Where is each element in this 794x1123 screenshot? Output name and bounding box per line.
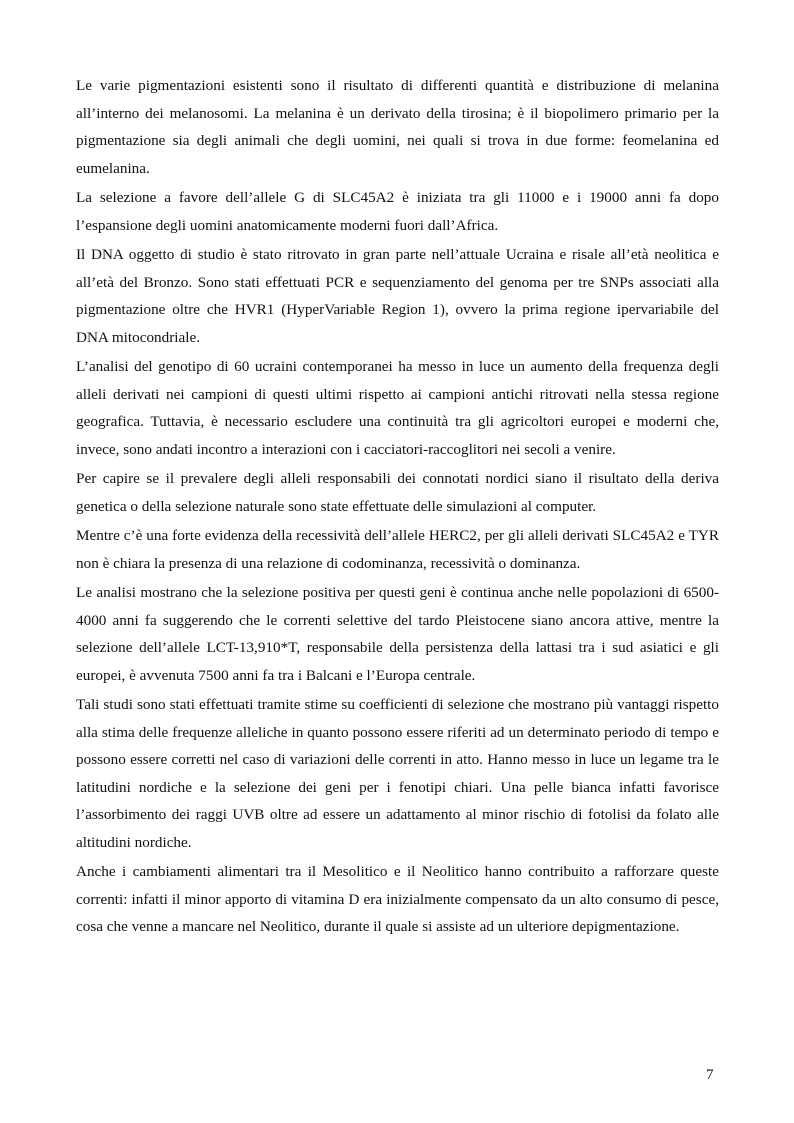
paragraph-dna-study: Il DNA oggetto di studio è stato ritrovato in gran parte nell’attuale Ucraina e risale all’età neolitica e all’età del Bronzo. Sono stati effettuati PCR e sequenziamento del genoma per tre SNPs associati alla pigmentazione oltre che HVR1 (HyperVariable Region 1), ovvero la prima regione ipervariabile del DNA mitocondriale. xyxy=(76,246,719,346)
document-page xyxy=(76,72,719,943)
paragraph-selection-coefficients: Tali studi sono stati effettuati tramite stime su coefficienti di selezione che mostrano più vantaggi rispetto alla stima delle frequenze alleliche in quanto possono essere riferiti ad un determinato periodo di tempo e possono essere corretti nel caso di variazioni delle correnti in atto. Hanno messo in luce un legame tra le latitudini nordiche e la selezione dei geni per i fenotipi chiari. Una pelle bianca infatti favorisce l’assorbimento dei raggi UVB oltre ad essere un adattamento al minor rischio di fotolisi da folato alle altitudini nordiche. xyxy=(76,696,719,851)
paragraph-herc2-recessivity: Mentre c’è una forte evidenza della recessività dell’allele HERC2, per gli alleli derivati SLC45A2 e TYR non è chiara la presenza di una relazione di codominanza, recessività o dominanza. xyxy=(76,527,719,572)
paragraph-slc45a2-selection: La selezione a favore dell’allele G di SLC45A2 è iniziata tra gli 11000 e i 19000 anni fa dopo l’espansione degli uomini anatomicamente moderni fuori dall’Africa. xyxy=(76,189,719,234)
paragraph-pigmentation: Le varie pigmentazioni esistenti sono il risultato di differenti quantità e distribuzione di melanina all’interno dei melanosomi. La melanina è un derivato della tirosina; è il biopolimero primario per la pigmentazione sia degli animali che degli uomini, nei quali si trova in due forme: feomelanina ed eumelanina. xyxy=(76,77,719,177)
paragraph-positive-selection: Le analisi mostrano che la selezione positiva per questi geni è continua anche nelle popolazioni di 6500-4000 anni fa suggerendo che le correnti selettive del tardo Pleistocene siano ancora attive, mentre la selezione dell’allele LCT-13,910*T, responsabile della persistenza della lattasi tra i sud asiatici e gli europei, è avvenuta 7500 anni fa tra i Balcani e l’Europa centrale. xyxy=(76,584,719,684)
page-number: 7 xyxy=(706,1067,714,1083)
paragraph-simulations: Per capire se il prevalere degli alleli responsabili dei connotati nordici siano il risultato della deriva genetica o della selezione naturale sono state effettuate delle simulazioni al computer. xyxy=(76,470,719,515)
paragraph-dietary-changes: Anche i cambiamenti alimentari tra il Mesolitico e il Neolitico hanno contribuito a rafforzare queste correnti: infatti il minor apporto di vitamina D era inizialmente compensato da un alto consumo di pesce, cosa che venne a mancare nel Neolitico, durante il quale si assiste ad un ulteriore depigmentazione. xyxy=(76,863,719,935)
paragraph-genotype-analysis: L’analisi del genotipo di 60 ucraini contemporanei ha messo in luce un aumento della frequenza degli alleli derivati nei campioni di questi ultimi rispetto ai campioni antichi ritrovati nella stessa regione geografica. Tuttavia, è necessario escludere una continuità tra gli agricoltori europei e moderni che, invece, sono andati incontro a interazioni con i cacciatori-raccoglitori nei secoli a venire. xyxy=(76,358,719,458)
